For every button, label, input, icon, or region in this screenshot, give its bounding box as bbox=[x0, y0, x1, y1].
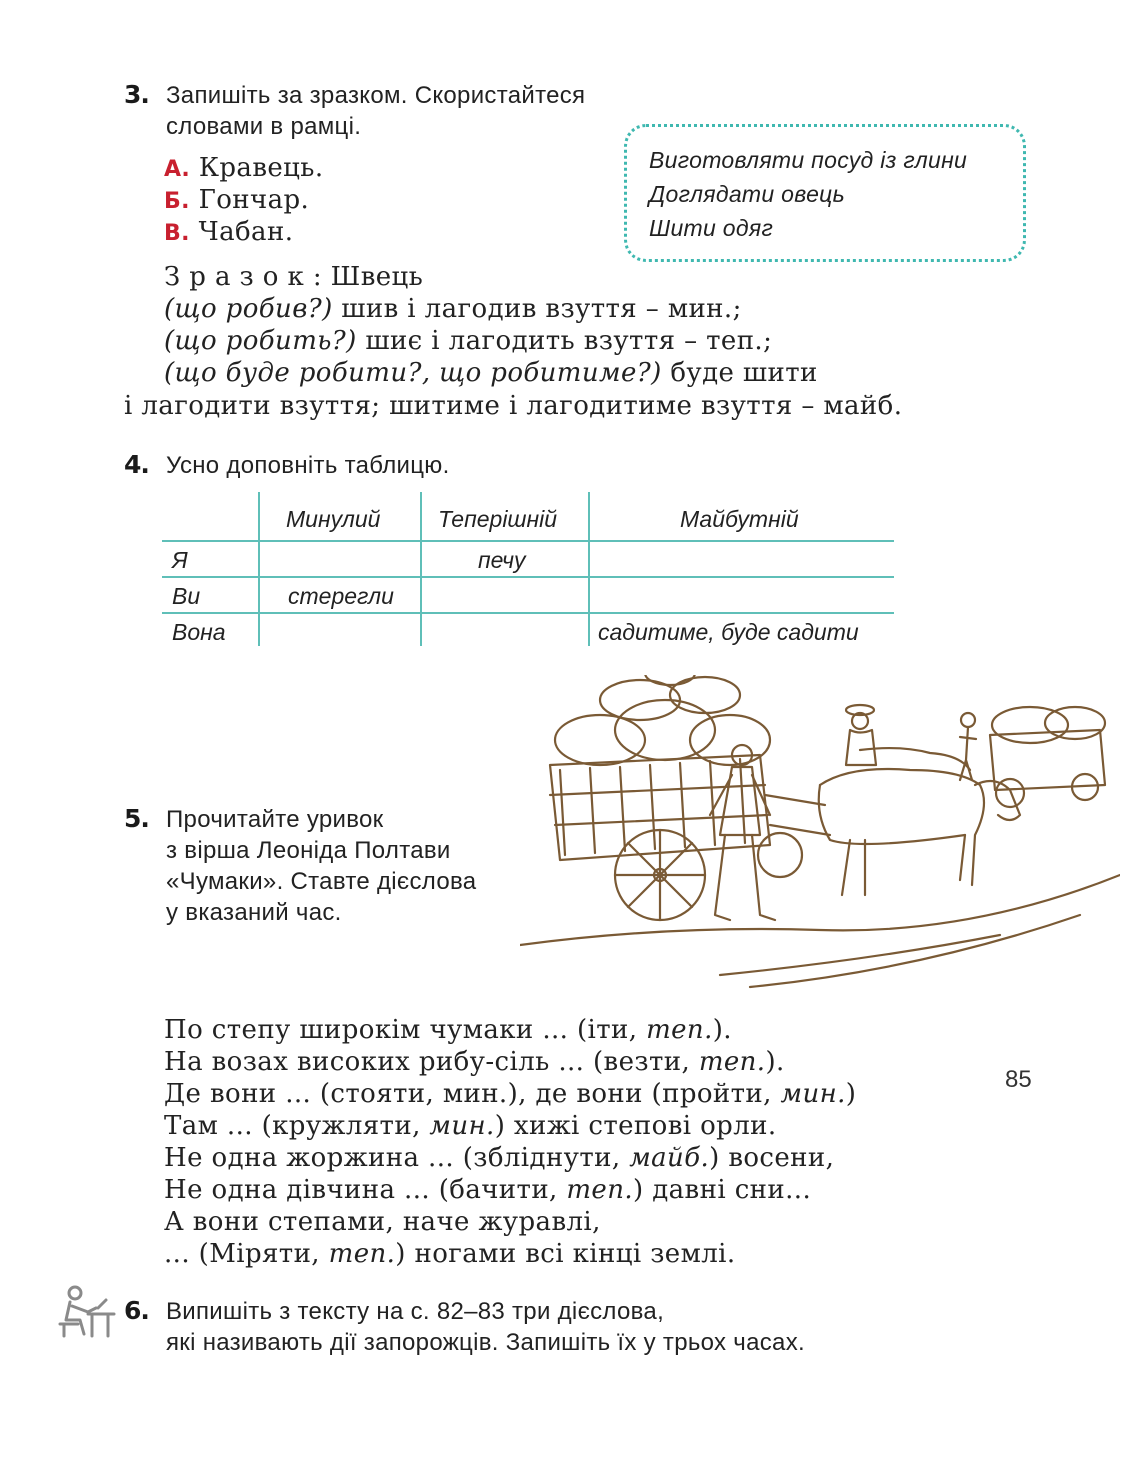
poem-line: По степу широкім чумаки ... (іти, теп.). bbox=[164, 1015, 732, 1045]
option-text: Гончар. bbox=[198, 185, 310, 215]
sample-past-line bbox=[164, 293, 742, 325]
poem-line: А вони степами, наче журавлі, bbox=[164, 1207, 601, 1237]
present-text: шиє і лагодить взуття – теп.; bbox=[365, 326, 773, 356]
present-question: (що робить?) bbox=[164, 326, 357, 356]
poem-line: Не одна дівчина ... (бачити, теп.) давні сни... bbox=[164, 1175, 812, 1205]
option-letter: В. bbox=[164, 221, 190, 246]
task-3-instruction-line-2: словами в рамці. bbox=[166, 113, 362, 140]
writing-at-desk-icon bbox=[58, 1284, 116, 1340]
sample-present-line bbox=[164, 325, 772, 357]
task-4-instruction: Усно доповніть таблицю. bbox=[166, 452, 450, 479]
poem-line: Там ... (кружляти, мин.) хижі степові орли. bbox=[164, 1111, 777, 1141]
column-header-present: Теперішній bbox=[438, 506, 558, 532]
task-6-instruction bbox=[166, 1296, 805, 1358]
frame-line: Виготовляти посуд із глини bbox=[649, 147, 968, 173]
row-label: Я bbox=[172, 547, 188, 573]
task-5-instruction-line: Прочитайте уривок bbox=[166, 806, 384, 833]
task-3-instruction bbox=[166, 80, 585, 142]
task-5-instruction bbox=[166, 804, 476, 928]
frame-line: Шити одяг bbox=[649, 215, 774, 241]
poem-line: ... (Міряти, теп.) ногами всі кінці землі. bbox=[164, 1239, 736, 1269]
frame-line: Доглядати овець bbox=[649, 181, 846, 207]
chumaks-illustration bbox=[520, 675, 1120, 990]
task-5-number: 5. bbox=[124, 804, 149, 833]
task-6-instruction-line-1: Випишіть з тексту на с. 82–83 три дієслова, bbox=[166, 1298, 665, 1325]
table-cell: стерегли bbox=[288, 583, 394, 609]
sample-label: З р а з о к : bbox=[164, 262, 322, 292]
past-text: шив і лагодив взуття – мин.; bbox=[341, 294, 742, 324]
poem bbox=[164, 1014, 856, 1270]
row-label: Вона bbox=[172, 619, 226, 645]
word-frame bbox=[624, 124, 1026, 262]
task-4-number: 4. bbox=[124, 450, 149, 479]
task-6-number: 6. bbox=[124, 1296, 149, 1325]
task-5-instruction-line: у вказаний час. bbox=[166, 899, 342, 926]
task-3-number: 3. bbox=[124, 80, 149, 109]
option-letter: А. bbox=[164, 157, 191, 182]
task-3-option-a bbox=[164, 152, 324, 186]
table-cell: печу bbox=[478, 547, 526, 573]
task-3-instruction-line-1: Запишіть за зразком. Скористайтеся bbox=[166, 82, 586, 109]
poem-line: На возах високих рибу-сіль ... (везти, теп.). bbox=[164, 1047, 785, 1077]
poem-line: Не одна жоржина ... (збліднути, майб.) восени, bbox=[164, 1143, 835, 1173]
poem-line: Де вони ... (стояти, мин.), де вони (пройти, мин.) bbox=[164, 1079, 857, 1109]
task-3-option-b bbox=[164, 184, 309, 218]
column-header-past: Минулий bbox=[286, 506, 381, 532]
future-text: буде шити bbox=[670, 358, 818, 388]
sample-future-line-2: і лагодити взуття; шитиме і лагодитиме взуття – майб. bbox=[124, 391, 903, 421]
future-question: (що буде робити?, що робитиме?) bbox=[164, 358, 662, 388]
option-letter: Б. bbox=[164, 189, 190, 214]
past-question: (що робив?) bbox=[164, 294, 333, 324]
task-3-option-c bbox=[164, 216, 293, 250]
table-cell: садитиме, буде садити bbox=[598, 619, 859, 645]
page-number: 85 bbox=[1005, 1066, 1032, 1093]
row-label: Ви bbox=[172, 583, 201, 609]
sample-word: Швець bbox=[330, 262, 424, 292]
task-5-instruction-line: «Чумаки». Ставте дієслова bbox=[166, 868, 477, 895]
option-text: Кравець. bbox=[198, 153, 324, 183]
task-5-instruction-line: з вірша Леоніда Полтави bbox=[166, 837, 451, 864]
option-text: Чабан. bbox=[198, 217, 294, 247]
sample-heading bbox=[164, 261, 423, 293]
column-header-future: Майбутній bbox=[680, 506, 799, 532]
task-6-instruction-line-2: які називають дії запорожців. Запишіть їх у трьох часах. bbox=[166, 1329, 805, 1356]
sample-future-line bbox=[164, 357, 818, 389]
